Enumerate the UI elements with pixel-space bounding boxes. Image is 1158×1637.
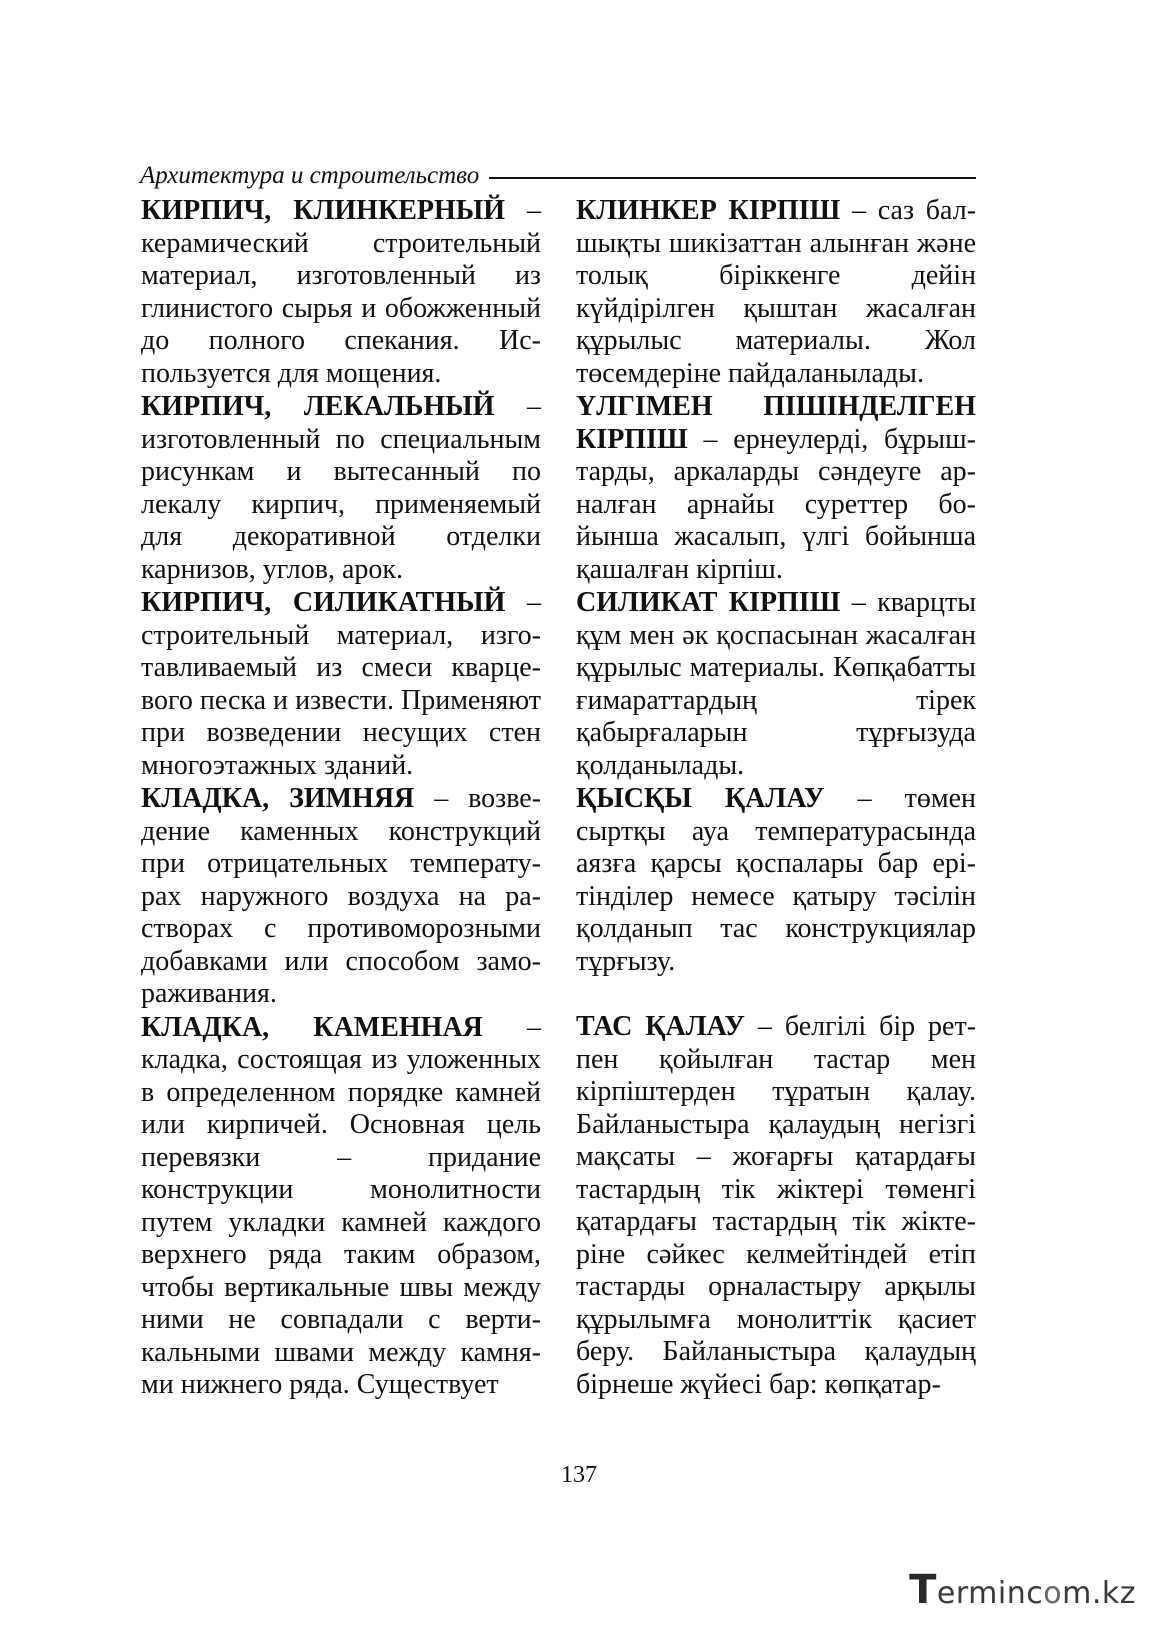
logo-domain: m.kz [1062,1576,1136,1611]
entry [141,587,541,782]
running-header [140,160,976,192]
entry-definition: кварцты құм мен әк қоспасынан жасалған құрылыс материалы. Көпқабатты ғимараттардың тірек қабырғаларын тұрғызуда қолданылады. [576,587,977,781]
entry-definition: ернеулерді, бұрыштарды, аркаларды сәндеуге арналған арнайы суреттер бойынша жасалып, үлгі бойынша қашалған кірпіш. [576,423,976,585]
entry-term: КЛИНКЕР КІРПІШ [576,195,841,226]
entry [141,195,541,390]
entry [576,195,976,390]
entry [576,587,976,782]
right-column [576,195,976,1402]
entry [576,783,976,978]
entry-term: КЛАДКА, КАМЕННАЯ [141,1011,483,1043]
entry-dash: – [527,1011,541,1043]
entry-definition: возведение каменных конструкций при отрицательных температурах наружного воздуха на растворах с противоморозными добавками или способом замораживания. [141,783,542,1009]
entry-dash: – [857,783,872,814]
entry-term: ҚЫСҚЫ ҚАЛАУ [576,783,825,814]
entry-dash: – [703,423,718,455]
entry-definition: керамический строительный материал, изготовленный из глинистого сырья и обожженный до полного спекания. Используется для мощения. [141,227,541,389]
entry-term: КЛАДКА, ЗИМНЯЯ [141,783,415,814]
entry-dash: – [527,391,541,422]
entry-term: КИРПИЧ, ЛЕКАЛЬНЫЙ [141,391,495,422]
page-number: 137 [561,1462,597,1488]
logo-text: erminc [936,1576,1044,1611]
left-column [141,195,541,1403]
entry [576,391,976,586]
entry-definition: изготовленный по специальным рисункам и вытесанный по лекалу кирпич, применяемый для декоративной отделки карнизов, углов, арок. [141,423,541,585]
entry-term: ТАС ҚАЛАУ [576,1011,745,1042]
entry-term: СИЛИКАТ КІРПІШ [576,587,841,618]
header-title: Архитектура и строительство [140,162,480,189]
entry [141,1012,541,1402]
entry-dash: – [757,1011,772,1042]
entry-definition: кладка, состоящая из уложенных в определенном порядке камней или кирпичей. Основная цель перевязки – придание конструкции монолитности путем укладки камней каждого верхнего ряда таким образом, чтобы вертикальные швы между ними не совпадали с вертикальными швами между камнями нижнего ряда. Существует [141,1044,541,1400]
entry-definition: белгілі бір ретпен қойылған тастар мен кірпіштерден тұратын қалау. Байланыстыра қалаудың негізгі мақсаты – жоғарғы қатардағы тастардың тік жіктері төменгі қатардағы тастардың тік жіктеріне сәйкес келмейтіндей етіп тастарды орналастыру арқылы құрылымға монолиттік қасиет беру. Байланыстыра қалаудың бірнеше жүйесі бар: көпқатар- [576,1011,977,1400]
entry-dash: – [527,587,541,618]
entry-term: КИРПИЧ, КЛИНКЕРНЫЙ [141,195,506,226]
site-logo[interactable] [909,1567,1136,1613]
entry-dash: – [434,783,449,814]
entry-dash: – [851,587,866,618]
entry [141,783,541,1011]
entry-dash: – [527,195,541,226]
entry [576,1011,976,1401]
entry-definition: төмен сыртқы ауа температурасында аязға қарсы қоспалары бар ерітінділер немесе қатыру тәсілін қолданып тас конструкциялар тұрғызу. [576,783,977,977]
magnifier-icon: o [1043,1576,1063,1611]
entry-definition: строительный материал, изготавливаемый из смеси кварцевого песка и извести. Применяют при возведении несущих стен многоэтажных зданий. [141,619,541,781]
entry-term: ҮЛГІМЕН ПІШІНДЕЛГЕН КІРПІШ [576,391,976,455]
entry-dash: – [852,195,867,226]
entry-term: КИРПИЧ, СИЛИКАТНЫЙ [141,587,506,618]
header-rule [489,177,976,179]
entry-definition: саз балшықты шикізаттан алынған және толық біріккенге дейін күйдірілген қыштан жасалған құрылыс материалы. Жол төсемдеріне пайдаланылады. [576,195,977,389]
logo-initial: T [909,1567,937,1613]
entry [141,391,541,586]
